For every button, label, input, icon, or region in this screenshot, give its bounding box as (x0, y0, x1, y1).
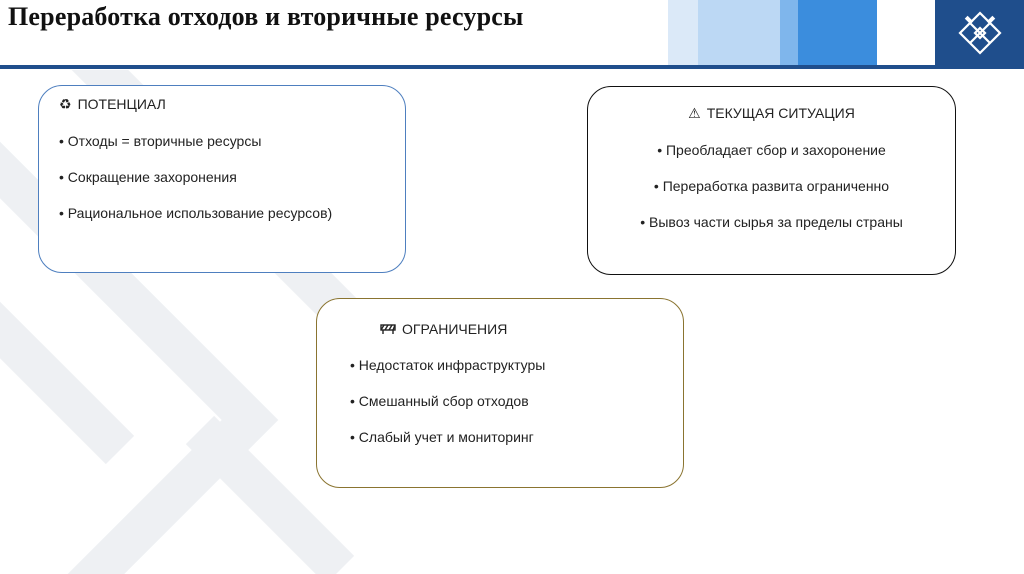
header-divider (0, 65, 1024, 69)
list-item: • Сокращение захоронения (59, 169, 237, 185)
slide-header (0, 0, 1024, 70)
header-accent-block-1 (668, 0, 698, 66)
list-item: • Смешанный сбор отходов (350, 393, 529, 409)
header-accent-block-3 (780, 0, 798, 66)
current-heading: ТЕКУЩАЯ СИТУАЦИЯ (706, 105, 855, 121)
crossed-hammers-emblem-icon (957, 10, 1003, 56)
header-accent-block-2 (698, 0, 780, 66)
list-item: • Переработка развита ограниченно (653, 178, 890, 194)
logo (935, 0, 1024, 66)
list-item: • Преобладает сбор и захоронение (657, 142, 886, 158)
potential-card (38, 85, 406, 273)
list-item: • Слабый учет и мониторинг (350, 429, 534, 445)
potential-heading-row (59, 96, 405, 113)
limitations-card (316, 298, 684, 488)
list-item: • Вывоз части сырья за пределы страны (640, 214, 903, 230)
warning-icon: ⚠ (688, 105, 701, 121)
barrier-icon (380, 323, 396, 335)
limits-heading: ОГРАНИЧЕНИЯ (402, 321, 508, 337)
header-accent-block-4 (798, 0, 877, 66)
list-item: • Недостаток инфраструктуры (350, 357, 546, 373)
list-item: • Рациональное использование ресурсов) (59, 205, 333, 221)
potential-heading: ПОТЕНЦИАЛ (77, 96, 166, 112)
page-title: Переработка отходов и вторичные ресурсы (8, 2, 524, 31)
recycle-icon: ♻ (59, 96, 72, 112)
limits-heading-row (350, 321, 683, 337)
current-heading-row (588, 105, 955, 122)
list-item: • Отходы = вторичные ресурсы (59, 133, 262, 149)
current-situation-card (587, 86, 956, 275)
